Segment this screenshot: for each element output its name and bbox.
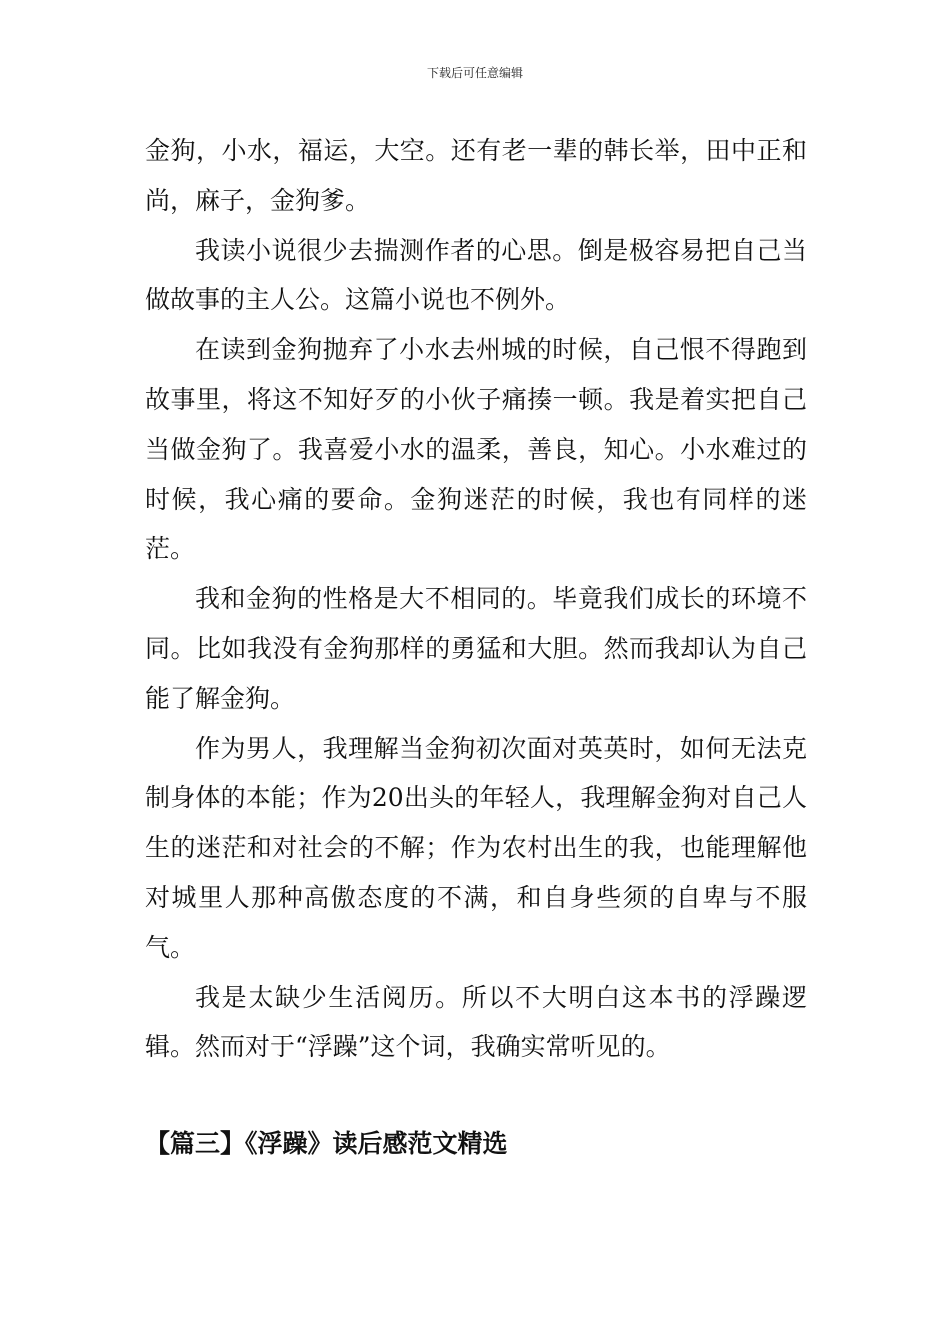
paragraph-1: 金狗，小水，福运，大空。还有老一辈的韩长举，田中正和尚，麻子，金狗爹。: [145, 136, 807, 215]
paragraph-4: 我和金狗的性格是大不相同的。毕竟我们成长的环境不同。比如我没有金狗那样的勇猛和大胆。然而我却认为自己能了解金狗。: [145, 584, 807, 713]
paragraph-5: 作为男人，我理解当金狗初次面对英英时，如何无法克制身体的本能；作为20出头的年轻人，我理解金狗对自己人生的迷茫和对社会的不解；作为农村出生的我，也能理解他对城里人那种高傲态度的不满，和自身些须的自卑与不服气。: [145, 733, 807, 962]
section-title: 【篇三】《浮躁》读后感范文精选: [145, 1129, 508, 1158]
paragraph-3: 在读到金狗抛弃了小水去州城的时候，自己恨不得跑到故事里，将这不知好歹的小伙子痛揍一顿。我是着实把自己当做金狗了。我喜爱小水的温柔，善良，知心。小水难过的时候，我心痛的要命。金狗迷茫的时候，我也有同样的迷茫。: [145, 335, 807, 564]
document-body: [145, 126, 807, 1072]
paragraph-2: 我读小说很少去揣测作者的心思。倒是极容易把自己当做故事的主人公。这篇小说也不例外。: [145, 235, 807, 315]
paragraph-6: 我是太缺少生活阅历。所以不大明白这本书的浮躁逻辑。然而对于“浮躁”这个词，我确实常听见的。: [145, 982, 807, 1062]
page-header: 下载后可任意编辑: [426, 66, 523, 80]
